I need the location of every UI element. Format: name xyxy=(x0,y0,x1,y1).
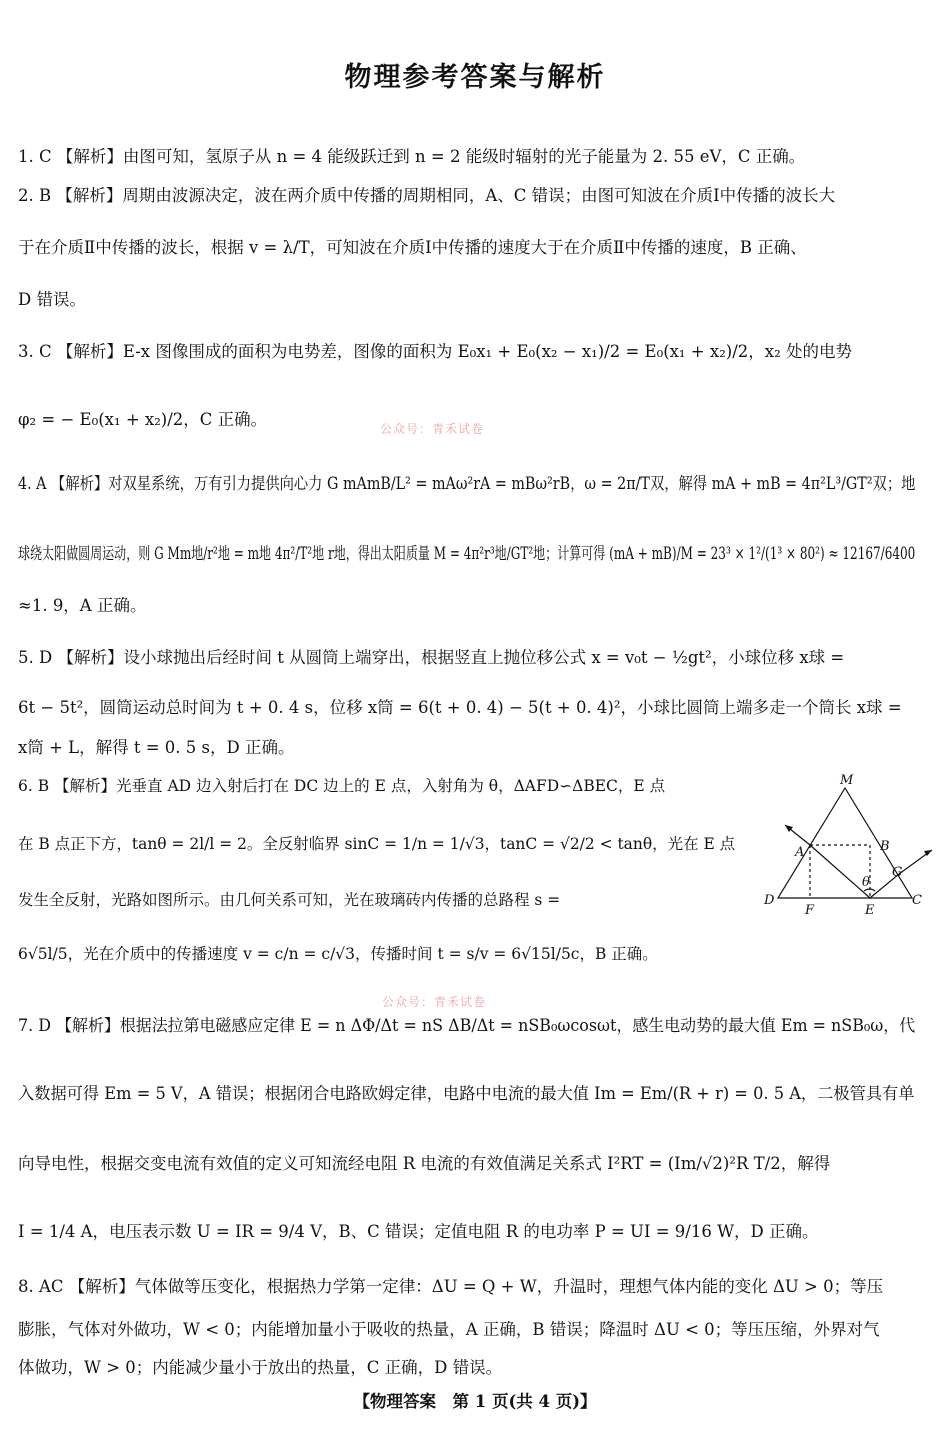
answer-4-line-1 xyxy=(18,472,915,496)
answer-6-line-3 xyxy=(18,888,560,912)
prism-diagram xyxy=(760,770,940,920)
answer-8-line-3 xyxy=(18,1356,502,1380)
label-g: G xyxy=(892,865,903,880)
answer-6-line-1 xyxy=(18,774,665,798)
answer-5-line-2 xyxy=(18,696,902,720)
answer-4-line-3 xyxy=(18,594,146,618)
answer-5-text-2: 6t − 5t²，圆筒运动总时间为 t + 0. 4 s，位移 x筒 = 6(t + 0. 4) − 5(t + 0. 4)²，小球比圆筒上端多走一个筒长 x球 = xyxy=(18,698,902,717)
answer-2-text-2: 于在介质Ⅱ中传播的波长，根据 v = λ/T，可知波在介质Ⅰ中传播的速度大于在介质Ⅱ中传播的速度，B 正确、 xyxy=(18,238,807,257)
label-theta: θ xyxy=(862,875,870,890)
answer-5-text-3: x筒 + L，解得 t = 0. 5 s，D 正确。 xyxy=(18,738,295,757)
label-m: M xyxy=(840,773,854,788)
ray-inside-1 xyxy=(810,845,870,898)
answer-4-text-2: 球绕太阳做圆周运动，则 G Mm地/r²地 = m地 4π²/T²地 r地，得出太阳质量 M = 4π²r³地/GT²地；计算可得 (mA + mB)/M = 23³ × 1²/(1³ × 80²) ≈ 12167/6400 xyxy=(18,544,916,563)
label-d: D xyxy=(764,893,775,908)
answer-8-line-2 xyxy=(18,1318,880,1342)
answer-8-text-2: 膨胀，气体对外做功，W < 0；内能增加量小于吸收的热量，A 正确，B 错误；降温时 ΔU < 0；等压压缩，外界对气 xyxy=(18,1320,880,1339)
answer-6-text-4: 6√5l/5，光在介质中的传播速度 v = c/n = c/√3，传播时间 t = s/v = 6√15l/5c，B 正确。 xyxy=(18,945,658,963)
answer-3-text-1: 3. C 【解析】E-x 图像围成的面积为电势差，图像的面积为 E₀x₁ + E₀(x₂ − x₁)/2 = E₀(x₁ + x₂)/2，x₂ 处的电势 xyxy=(18,342,852,361)
answer-2-line-1 xyxy=(18,184,835,208)
answer-5-line-1 xyxy=(18,646,844,670)
answer-7-line-4 xyxy=(18,1220,819,1244)
label-a: A xyxy=(795,845,805,860)
answer-5-line-3 xyxy=(18,736,294,760)
answer-5-text-1: 5. D 【解析】设小球抛出后经时间 t 从圆筒上端穿出，根据竖直上抛位移公式 x = v₀t − ½gt²，小球位移 x球 = xyxy=(18,648,845,667)
page-footer: 【物理答案 第 1 页(共 4 页)】 xyxy=(353,1392,597,1411)
label-c: C xyxy=(912,893,922,908)
label-e: E xyxy=(865,903,875,918)
answer-2-line-2 xyxy=(18,236,807,260)
answer-1-text: 1. C 【解析】由图可知，氢原子从 n = 4 能级跃迁到 n = 2 能级时辐射的光子能量为 2. 55 eV，C 正确。 xyxy=(18,147,806,166)
answer-7-text-3: 向导电性，根据交变电流有效值的定义可知流经电阻 R 电流的有效值满足关系式 I²RT = (Im/√2)²R T/2，解得 xyxy=(18,1154,831,1173)
answer-1 xyxy=(18,145,805,169)
page-title: 物理参考答案与解析 xyxy=(344,62,606,93)
answer-8-text-3: 体做功，W > 0；内能减少量小于放出的热量，C 正确，D 错误。 xyxy=(18,1358,503,1377)
answer-6-text-2: 在 B 点正下方，tanθ = 2l/l = 2。全反射临界 sinC = 1/n = 1/√3，tanC = √2/2 < tanθ，光在 E 点 xyxy=(18,835,736,853)
answer-7-line-1 xyxy=(18,1014,915,1038)
answer-7-line-3 xyxy=(18,1152,830,1176)
answer-2-text-3: D 错误。 xyxy=(18,290,86,309)
answer-8-text-1: 8. AC 【解析】气体做等压变化，根据热力学第一定律：ΔU = Q + W，升温时，理想气体内能的变化 ΔU > 0；等压 xyxy=(18,1277,884,1296)
answer-3-line-2 xyxy=(18,408,267,432)
answer-6-line-4 xyxy=(18,942,658,966)
answer-6-line-2 xyxy=(18,832,735,856)
watermark: 公众号：青禾试卷 xyxy=(382,995,487,1009)
answer-4-text-3: ≈1. 9，A 正确。 xyxy=(18,596,147,615)
answer-2-line-3 xyxy=(18,288,86,312)
answer-7-text-2: 入数据可得 Em = 5 V，A 错误；根据闭合电路欧姆定律，电路中电流的最大值 Im = Em/(R + r) = 0. 5 A，二极管具有单 xyxy=(18,1084,915,1103)
answer-6-text-1: 6. B 【解析】光垂直 AD 边入射后打在 DC 边上的 E 点，入射角为 θ，ΔAFD∽ΔBEC，E 点 xyxy=(18,777,666,795)
watermark: 公众号：青禾试卷 xyxy=(380,422,485,436)
answer-8-line-1 xyxy=(18,1275,883,1299)
answer-3-text-2: φ₂ = − E₀(x₁ + x₂)/2，C 正确。 xyxy=(18,410,268,429)
answer-6-text-3: 发生全反射，光路如图所示。由几何关系可知，光在玻璃砖内传播的总路程 s = xyxy=(18,891,561,909)
answer-4-line-2 xyxy=(18,542,915,566)
answer-2-text-1: 2. B 【解析】周期由波源决定，波在两介质中传播的周期相同，A、C 错误；由图可知波在介质Ⅰ中传播的波长大 xyxy=(18,186,836,205)
answer-7-text-1: 7. D 【解析】根据法拉第电磁感应定律 E = n ΔΦ/Δt = nS ΔB/Δt = nSB₀ωcosωt，感生电动势的最大值 Em = nSB₀ω，代 xyxy=(18,1016,916,1035)
answer-7-text-4: I = 1/4 A，电压表示数 U = IR = 9/4 V，B、C 错误；定值电阻 R 的电功率 P = UI = 9/16 W，D 正确。 xyxy=(18,1222,819,1241)
label-f: F xyxy=(805,903,815,918)
answer-3-line-1 xyxy=(18,340,852,364)
answer-7-line-2 xyxy=(18,1082,915,1106)
answer-4-text-1: 4. A 【解析】对双星系统，万有引力提供向心力 G mAmB/L² = mAω²rA = mBω²rB，ω = 2π/T双，解得 mA + mB = 4π²L³/GT²双；地 xyxy=(18,474,916,493)
prism-outline xyxy=(778,788,912,898)
label-b: B xyxy=(880,839,890,854)
